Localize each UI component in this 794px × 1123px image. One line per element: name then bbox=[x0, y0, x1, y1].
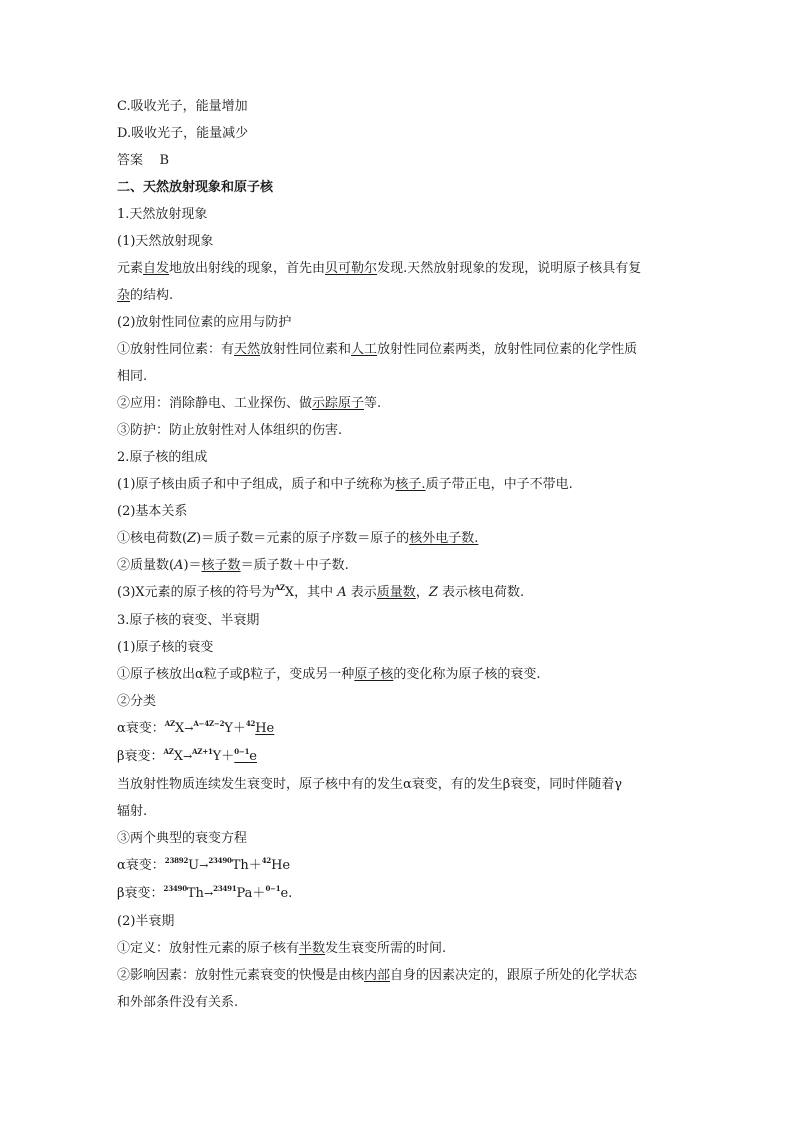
answer-line bbox=[117, 147, 697, 174]
subheading-natural-radioactivity: (1)天然放射现象 bbox=[117, 234, 214, 249]
answer-label: 答案 bbox=[117, 153, 144, 168]
subheading-basic-relations: (2)基本关系 bbox=[117, 504, 188, 519]
text-run: 放射性同位素两类，放射性同位素的化学性质 bbox=[377, 342, 638, 357]
text-run: 放射性同位素和 bbox=[260, 342, 352, 357]
blank-answer: 半数 bbox=[299, 941, 326, 956]
blank-answer: 质量数 bbox=[376, 585, 416, 600]
nuclide-superscript: 42 bbox=[261, 856, 272, 865]
text-run: ＝质子数＋中子数. bbox=[240, 558, 349, 573]
text-run: 表示核电荷数. bbox=[442, 585, 525, 600]
text-run: )＝ bbox=[183, 558, 202, 573]
element-symbol: Y＋ bbox=[212, 749, 235, 764]
nuclide-superscript: 0−1 bbox=[234, 747, 250, 756]
element-symbol: U bbox=[188, 858, 200, 873]
symbol-a: A bbox=[337, 585, 347, 600]
text-run: 发生衰变所需的时间. bbox=[325, 941, 447, 956]
paragraph-charge-number bbox=[117, 525, 697, 552]
option-c: C.吸收光子，能量增加 bbox=[117, 99, 248, 114]
text-run: ②应用：消除静电、工业探伤、做 bbox=[117, 396, 313, 411]
nuclide-superscript: 42 bbox=[245, 719, 256, 728]
text-run: 发现.天然放射现象的发现，说明原子核具有复 bbox=[377, 261, 642, 276]
paragraph-mass-number bbox=[117, 552, 697, 579]
blank-answer: 天然 bbox=[234, 342, 261, 357]
text-run: ②影响因素：放射性元素衰变的快慢是由核 bbox=[117, 968, 365, 983]
element-symbol: X bbox=[173, 749, 183, 764]
blank-answer: 自发 bbox=[143, 261, 170, 276]
text-run: 表示 bbox=[350, 585, 377, 600]
subheading-half-life: (2)半衰期 bbox=[117, 914, 175, 929]
subheading-isotopes: (2)放射性同位素的应用与防护 bbox=[117, 315, 292, 330]
text-run: 自身的因素决定的，跟原子所处的化学状态 bbox=[390, 968, 638, 983]
text-run: β衰变： bbox=[117, 749, 164, 764]
symbol-z: Z bbox=[187, 531, 197, 546]
subheading-classification: ②分类 bbox=[117, 694, 157, 709]
text-run: α衰变： bbox=[117, 858, 165, 873]
blank-answer: He bbox=[255, 721, 275, 736]
nuclide-superscript: 0−1 bbox=[265, 884, 281, 893]
blank-answer: 人工 bbox=[351, 342, 378, 357]
nuclide-superscript: 23491 bbox=[213, 884, 237, 893]
option-d: D.吸收光子，能量减少 bbox=[117, 126, 249, 141]
text-run: 辐射. bbox=[117, 804, 148, 819]
paragraph-half-life-definition bbox=[117, 935, 697, 962]
element-symbol: Th bbox=[186, 886, 204, 901]
text-run: 当放射性物质连续发生衰变时，原子核中有的发生α衰变，有的发生β衰变，同时伴随着γ bbox=[117, 777, 623, 792]
arrow-icon: → bbox=[182, 750, 193, 763]
blank-answer: 核外电子数. bbox=[409, 531, 479, 546]
paragraph-continuous-decay bbox=[117, 771, 697, 825]
blank-answer: 核子数 bbox=[201, 558, 241, 573]
text-run: 的结构. bbox=[130, 288, 174, 303]
alpha-decay-general bbox=[117, 715, 697, 743]
blank-answer: 核子. bbox=[395, 477, 426, 492]
element-symbol: Pa＋ bbox=[236, 886, 266, 901]
nuclide-superscript: 23490 bbox=[208, 856, 232, 865]
symbol-z: Z bbox=[428, 585, 438, 600]
arrow-icon: → bbox=[203, 887, 214, 900]
paragraph-influencing-factors bbox=[117, 962, 697, 1016]
nuclide-superscript: 23490 bbox=[163, 884, 187, 893]
blank-answer: 示踪原子 bbox=[312, 396, 365, 411]
nuclide-superscript: AZ+1 bbox=[192, 747, 213, 756]
subheading-typical-equations: ③两个典型的衰变方程 bbox=[117, 831, 248, 846]
element-symbol: X bbox=[284, 585, 295, 600]
element-symbol: Y＋ bbox=[224, 721, 246, 736]
text-run: 等. bbox=[364, 396, 382, 411]
text-run: 地放出射线的现象，首先由 bbox=[169, 261, 326, 276]
text-run: β衰变： bbox=[117, 886, 164, 901]
paragraph-protection: ③防护：防止放射性对人体组织的伤害. bbox=[117, 423, 343, 438]
text-run: ①核电荷数( bbox=[117, 531, 188, 546]
text-run: α衰变： bbox=[117, 721, 165, 736]
heading-decay-halflife: 3.原子核的衰变、半衰期 bbox=[117, 613, 260, 628]
text-run: 元素 bbox=[117, 261, 144, 276]
element-symbol: X bbox=[174, 721, 185, 736]
text-run: ，其中 bbox=[294, 585, 334, 600]
text-run: ②质量数( bbox=[117, 558, 175, 573]
blank-answer: 贝可勒尔 bbox=[325, 261, 378, 276]
text-run: 和外部条件没有关系. bbox=[117, 995, 239, 1010]
element-symbol: Th＋ bbox=[231, 858, 262, 873]
paragraph-nuclide-symbol bbox=[117, 579, 697, 607]
heading-nucleus-composition: 2.原子核的组成 bbox=[117, 450, 208, 465]
subheading-nuclear-decay: (1)原子核的衰变 bbox=[117, 640, 214, 655]
text-run: ①放射性同位素：有 bbox=[117, 342, 235, 357]
arrow-icon: → bbox=[184, 722, 194, 735]
section-heading: 二、天然放射现象和原子核 bbox=[117, 180, 274, 195]
text-run: )＝质子数＝元素的原子序数＝原子的 bbox=[196, 531, 410, 546]
document-page bbox=[117, 93, 697, 1016]
blank-answer: 原子核 bbox=[354, 667, 394, 682]
alpha-decay-uranium bbox=[117, 852, 697, 880]
nuclide-superscript: AZ bbox=[274, 583, 285, 592]
text-run: (1)原子核由质子和中子组成，质子和中子统称为 bbox=[117, 477, 396, 492]
text-run: ①定义：放射性元素的原子核有 bbox=[117, 941, 300, 956]
element-symbol: e. bbox=[280, 886, 293, 901]
beta-decay-thorium bbox=[117, 880, 697, 908]
element-symbol: He bbox=[271, 858, 291, 873]
arrow-icon: → bbox=[199, 859, 209, 872]
text-run: ， bbox=[415, 585, 429, 600]
beta-decay-general bbox=[117, 743, 697, 771]
blank-answer: 内部 bbox=[364, 968, 391, 983]
nuclide-superscript: 23892 bbox=[164, 856, 189, 865]
element-symbol: e bbox=[249, 749, 257, 764]
text-run: 相同. bbox=[117, 369, 148, 384]
nuclide-superscript: AZ bbox=[163, 747, 174, 756]
paragraph-nucleons bbox=[117, 471, 697, 498]
text-run: (3)X元素的原子核的符号为 bbox=[117, 585, 275, 600]
paragraph-isotopes bbox=[117, 336, 697, 390]
nuclide-superscript: AZ bbox=[164, 719, 175, 728]
nuclide-superscript: A−4Z−2 bbox=[193, 719, 225, 728]
answer-value: B bbox=[159, 153, 170, 168]
paragraph-decay-definition bbox=[117, 661, 697, 688]
text-run: ①原子核放出α粒子或β粒子，变成另一种 bbox=[117, 667, 355, 682]
heading-natural-radioactivity: 1.天然放射现象 bbox=[117, 207, 208, 222]
text-run: 的变化称为原子核的衰变. bbox=[393, 667, 541, 682]
paragraph-applications bbox=[117, 390, 697, 417]
text-run: 质子带正电，中子不带电. bbox=[425, 477, 573, 492]
paragraph-radioactivity-discovery bbox=[117, 255, 697, 309]
symbol-a: A bbox=[174, 558, 184, 573]
blank-answer: 杂 bbox=[117, 288, 131, 303]
